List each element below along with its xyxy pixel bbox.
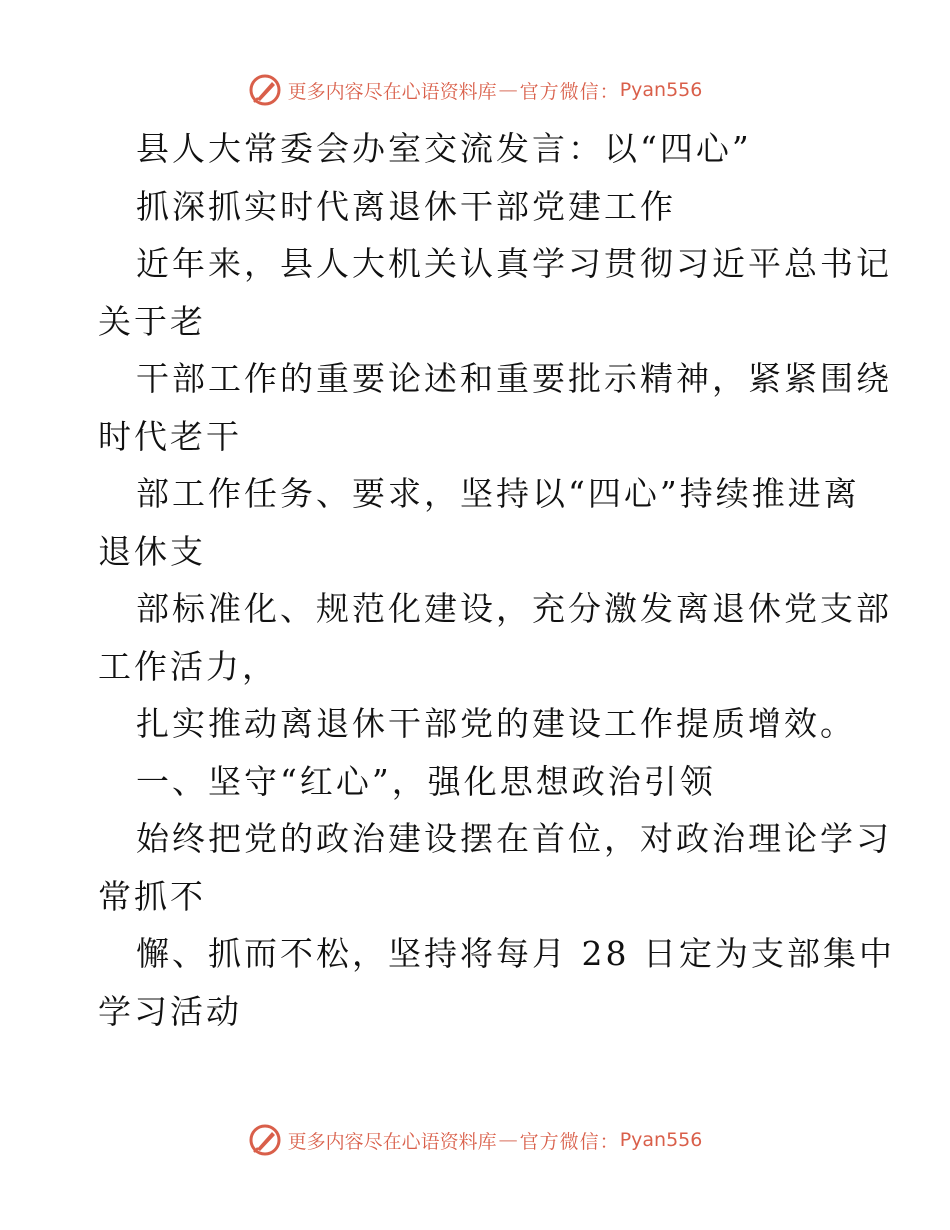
document-line: 退休支 xyxy=(98,531,206,571)
section-heading: 一、坚守“红心”，强化思想政治引领 xyxy=(136,761,716,801)
document-line: 学习活动 xyxy=(98,991,242,1031)
banner-wechat-label: 官方微信： xyxy=(519,80,620,103)
banner-wechat-id: Pyan556 xyxy=(619,79,703,101)
document-line: 近年来，县人大机关认真学习贯彻习近平总书记 xyxy=(136,244,892,283)
document-line: 关于老 xyxy=(98,301,206,341)
document-line: 部标准化、规范化建设，充分激发离退休党支部 xyxy=(136,589,892,628)
banner-label: 更多内容尽在心语资料库 xyxy=(287,80,497,103)
banner-wechat-id: Pyan556 xyxy=(619,1129,703,1151)
document-line: 抓深抓实时代离退休干部党建工作 xyxy=(136,186,676,226)
banner-separator: — xyxy=(498,1129,518,1151)
header-banner xyxy=(0,70,950,110)
banner-separator: — xyxy=(498,79,518,101)
document-line: 部工作任务、要求，坚持以“四心”持续推进离 xyxy=(136,474,860,513)
document-line: 扎实推动离退休干部党的建设工作提质增效。 xyxy=(136,704,856,743)
document-line: 常抓不 xyxy=(98,876,206,916)
document-line: 干部工作的重要论述和重要批示精神，紧紧围绕 xyxy=(136,359,892,398)
quill-pen-logo-icon xyxy=(248,73,282,107)
document-line: 懈、抓而不松，坚持将每月 28 日定为支部集中 xyxy=(136,934,895,973)
banner-label: 更多内容尽在心语资料库 xyxy=(287,1130,497,1153)
document-line: 工作活力， xyxy=(98,646,278,686)
banner-wechat-label: 官方微信： xyxy=(519,1130,620,1153)
document-line: 县人大常委会办室交流发言：以“四心” xyxy=(136,129,752,168)
document-line: 始终把党的政治建设摆在首位，对政治理论学习 xyxy=(136,819,892,858)
footer-banner xyxy=(0,1120,950,1160)
quill-pen-logo-icon xyxy=(248,1123,282,1157)
document-body xyxy=(98,120,895,1040)
document-line: 时代老干 xyxy=(98,416,242,456)
